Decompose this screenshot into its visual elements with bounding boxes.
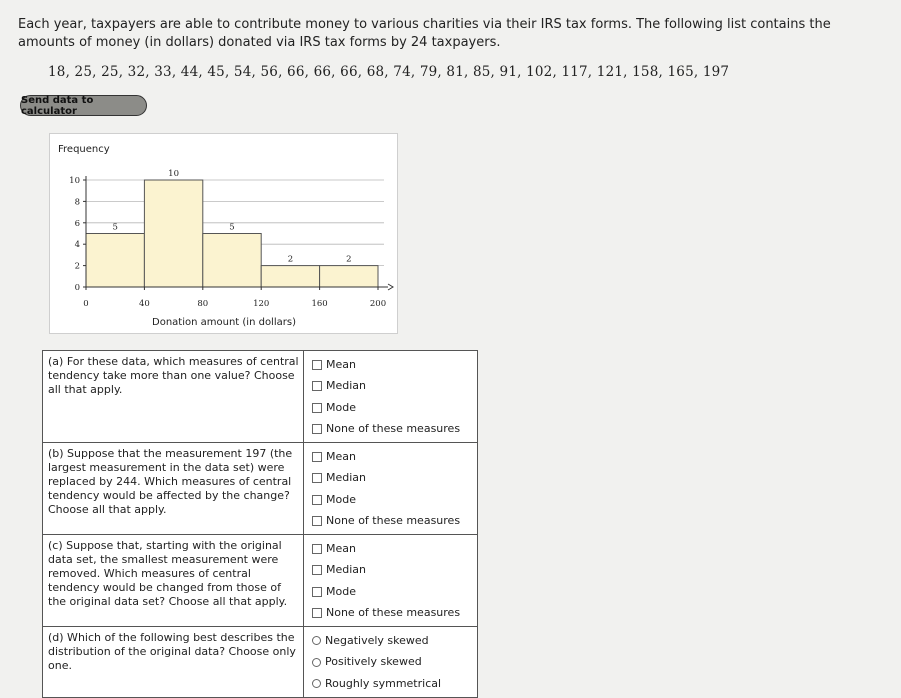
checkbox[interactable] xyxy=(312,516,322,526)
option-label: None of these measures xyxy=(326,606,461,620)
y-tick-label: 0 xyxy=(74,283,80,293)
option-label: Mode xyxy=(326,400,356,414)
answer-option[interactable] xyxy=(308,354,473,376)
option-label: None of these measures xyxy=(326,514,461,528)
answer-options xyxy=(304,627,478,698)
question-row xyxy=(43,627,478,698)
problem-intro: Each year, taxpayers are able to contribute money to various charities via their IRS tax forms. The following list contains the amounts of money (in dollars) donated via IRS tax forms by 24 taxpayers. xyxy=(18,17,831,50)
checkbox[interactable] xyxy=(312,544,322,554)
answer-option[interactable] xyxy=(308,581,473,603)
checkbox[interactable] xyxy=(312,587,322,597)
x-tick-label: 80 xyxy=(197,299,209,309)
checkbox[interactable] xyxy=(312,403,322,413)
option-label: Mean xyxy=(326,541,356,555)
answer-options xyxy=(304,443,478,535)
data-list: 18, 25, 25, 32, 33, 44, 45, 54, 56, 66, 66, 66, 68, 74, 79, 81, 85, 91, 102, 117, 121, 158, 165, 197 xyxy=(48,64,730,80)
answer-option[interactable] xyxy=(308,419,473,441)
question-text-content: (a) For these data, which measures of central tendency take more than one value? Choose all that apply. xyxy=(48,355,299,396)
option-label: None of these measures xyxy=(326,422,461,436)
histogram-bar xyxy=(261,266,319,287)
radio-button[interactable] xyxy=(312,658,321,667)
option-label: Median xyxy=(326,563,367,577)
x-axis-label: Donation amount (in dollars) xyxy=(152,317,296,328)
question-text-content: (d) Which of the following best describes the distribution of the original data? Choose only one. xyxy=(48,631,296,672)
answer-option[interactable] xyxy=(308,560,473,582)
y-tick-label: 6 xyxy=(74,218,80,229)
answer-option[interactable] xyxy=(308,376,473,398)
option-label: Median xyxy=(326,471,367,485)
answer-option[interactable] xyxy=(308,511,473,533)
option-label: Mean xyxy=(326,357,356,371)
bar-value-label: 5 xyxy=(112,222,118,233)
bar-value-label: 10 xyxy=(168,169,180,179)
question-text xyxy=(43,627,304,698)
option-label: Negatively skewed xyxy=(325,633,429,647)
question-text xyxy=(43,535,304,627)
option-label: Roughly symmetrical xyxy=(325,676,442,690)
checkbox[interactable] xyxy=(312,424,322,434)
checkbox[interactable] xyxy=(312,452,322,462)
x-tick-label: 40 xyxy=(138,299,150,309)
histogram-svg xyxy=(50,134,397,333)
radio-button[interactable] xyxy=(312,636,321,645)
option-label: Median xyxy=(326,379,367,393)
option-label: Mean xyxy=(326,449,356,463)
answer-option[interactable] xyxy=(308,397,473,419)
checkbox[interactable] xyxy=(312,565,322,575)
question-text-content: (c) Suppose that, starting with the original data set, the smallest measurement were removed. Which measures of central tendency would be changed from those of the original data set? Choose all that apply. xyxy=(48,539,288,608)
checkbox[interactable] xyxy=(312,608,322,618)
y-tick-label: 10 xyxy=(69,176,80,186)
histogram-bar xyxy=(144,180,202,287)
option-label: Positively skewed xyxy=(325,655,422,669)
x-axis-arrow xyxy=(388,284,393,290)
bar-value-label: 5 xyxy=(229,222,235,233)
x-tick-label: 0 xyxy=(83,299,89,309)
histogram-chart xyxy=(49,133,398,334)
answer-option[interactable] xyxy=(308,652,473,674)
answer-option[interactable] xyxy=(308,673,473,695)
option-label: Mode xyxy=(326,492,356,506)
x-tick-label: 160 xyxy=(311,299,328,309)
answer-option[interactable] xyxy=(308,468,473,490)
answer-option[interactable] xyxy=(308,630,473,652)
histogram-bar xyxy=(320,266,378,287)
checkbox[interactable] xyxy=(312,360,322,370)
y-axis-label: Frequency xyxy=(58,144,110,155)
x-tick-label: 200 xyxy=(369,299,387,309)
question-row xyxy=(43,443,478,535)
question-row xyxy=(43,535,478,627)
send-data-button[interactable]: Send data to calculator xyxy=(20,95,147,116)
question-text-content: (b) Suppose that the measurement 197 (the largest measurement in the data set) were replaced by 244. Which measures of central tendency would be affected by the change? Choose all that apply. xyxy=(48,447,293,516)
question-table xyxy=(42,350,478,698)
checkbox[interactable] xyxy=(312,495,322,505)
answer-options xyxy=(304,351,478,443)
bar-value-label: 2 xyxy=(287,254,294,265)
radio-button[interactable] xyxy=(312,679,321,688)
checkbox[interactable] xyxy=(312,473,322,483)
answer-option[interactable] xyxy=(308,603,473,625)
question-text xyxy=(43,443,304,535)
x-tick-label: 120 xyxy=(253,299,270,309)
y-tick-label: 4 xyxy=(74,240,80,251)
answer-option[interactable] xyxy=(308,489,473,511)
histogram-bar xyxy=(203,234,261,288)
answer-option[interactable] xyxy=(308,446,473,468)
answer-options xyxy=(304,535,478,627)
question-row xyxy=(43,351,478,443)
checkbox[interactable] xyxy=(312,381,322,391)
histogram-bar xyxy=(86,234,144,288)
question-text xyxy=(43,351,304,443)
y-tick-label: 8 xyxy=(74,197,80,208)
y-tick-label: 2 xyxy=(74,261,80,272)
answer-option[interactable] xyxy=(308,538,473,560)
option-label: Mode xyxy=(326,584,356,598)
bar-value-label: 2 xyxy=(346,254,352,265)
